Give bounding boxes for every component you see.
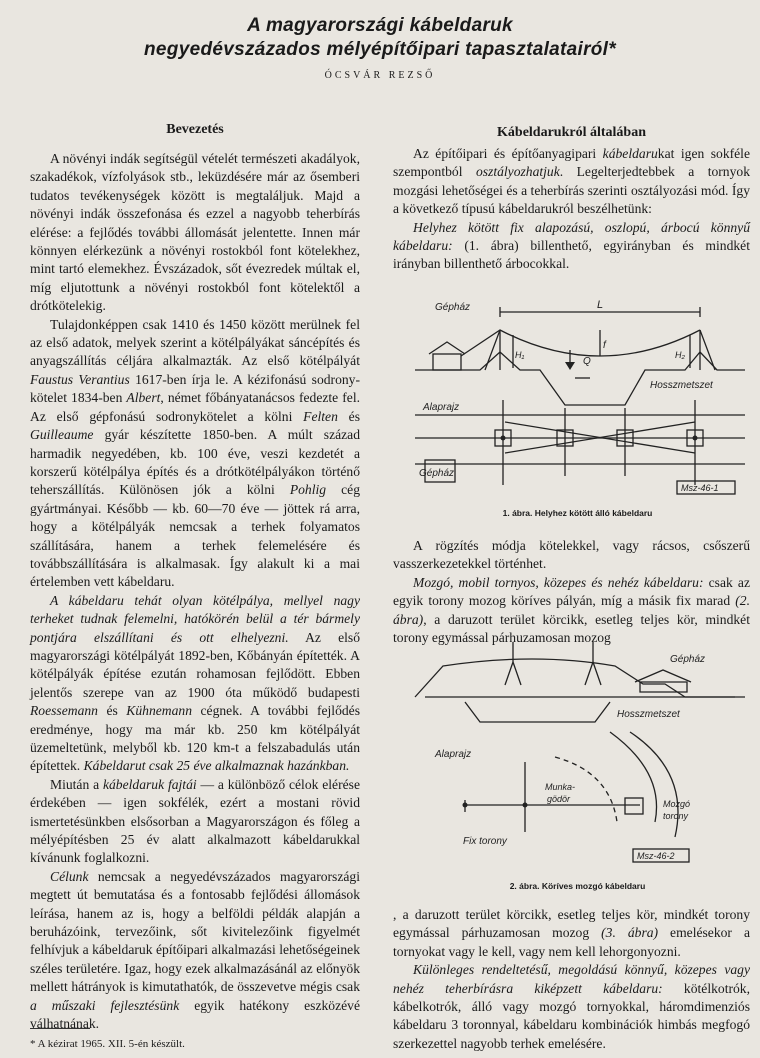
- right-column-top: [393, 145, 750, 274]
- label-H2: H₂: [675, 350, 685, 360]
- label-f: f: [603, 340, 606, 351]
- heading-introduction: Bevezetés: [166, 122, 224, 137]
- paragraph: Miután a kábeldaruk fajtái — a különböző célok elérése érdekében — igen sokfélék, ezért a mostani rövid ismertetésünkben elsősorban a Magyarországon és főleg a mélyépítésben 25 év alatt alkalmazott kábeldarukkal kívánunk foglalkozni.: [30, 776, 360, 866]
- label-torony: torony: [663, 811, 689, 821]
- paragraph: Mozgó, mobil tornyos, közepes és nehéz kábeldaru: csak az egyik torony mozog köríves pályán, míg a másik fix marad (2. ábra), a daruzott terület körcikk, esetleg teljes kör, mindkét torony egymással párhuzamosan mozog: [393, 574, 750, 646]
- label-alaprajz: Alaprajz: [423, 402, 460, 413]
- paragraph: Különleges rendeltetésű, megoldású könnyű, közepes vagy nehéz teherbírásra kiképzett kábeldaru: kötélkotrók, kábelkotrók, álló vagy mozgó tornyokkal, háromdimenziós kábeldaru 3 toronnyal, kábeldaru kombinációk himbás megfogó szerkezettel nagyobb terhek emelésére.: [393, 962, 750, 1051]
- figure-1-caption: 1. ábra. Helyhez kötött álló kábeldaru: [502, 508, 653, 518]
- label-munka: Munka-: [545, 782, 576, 792]
- figure-code: Msz-46-1: [681, 483, 719, 493]
- label-hosszmetszet: Hosszmetszet: [650, 380, 713, 391]
- figure-2-diagram: [405, 622, 750, 872]
- paragraph: A rögzítés módja kötelekkel, vagy rácsos, csőszerű vasszerkezetekkel történhet.: [393, 538, 750, 572]
- label-godor: gödör: [547, 794, 571, 804]
- figure-code: Msz-46-2: [637, 851, 675, 861]
- label-mozgo: Mozgó: [663, 799, 691, 809]
- label-gephaz: Gépház: [670, 654, 706, 665]
- paragraph: , a daruzott terület körcikk, esetleg teljes kör, mindkét torony egymással párhuzamosan mozog (3. ábra) emelésekor a tornyokat vagy le kell, vagy nem kell lehorgonyozni.: [393, 907, 750, 959]
- paragraph: Tulajdonképpen csak 1410 és 1450 között merülnek fel az első adatok, melyek szerint a kötélpályákat sáncépítés és anyagszállítás céljára alkalmazták. Az első kötélpályát Faustus Verantius 1617-ben írja le. A kézifonású sodrony-kötelet 1834-ben Albert, német főbányatanácsos fedezte fel. Az első gépfonású sodronykötelet a kölni Felten és Guilleaume gyár készítette 1850-ben. A múlt század harmadik negyedében, kb. 100 éve, veszi kezdetét a korszerű kötélpálya építés és a drótkötélpályákon történő teherszállítás. Különösen jók a kölni Pohlig cég gyártmányai. Később — kb. 60—70 éve — jöttek rá arra, hogy a kötélpályák nemcsak a terhek folyamatos szállítására, hanem a terhek felemelésére és továbbszállítására is alkalmasak. Így alakult ki a mai értelemben vett kábeldaru.: [30, 316, 360, 590]
- label-alaprajz: Alaprajz: [435, 749, 472, 760]
- author: ÓCSVÁR REZSŐ: [324, 70, 436, 81]
- label-fix-torony: Fix torony: [463, 836, 507, 847]
- paragraph: Az építőipari és építőanyagipari kábeldarukat igen sokféle szempontból osztályozhatjuk. Legelterjedtebbek a tornyok mozgási lehetőségei és a teherbírás szerinti osztályozási mód. Így a következő típusú kábeldarukról beszélhetünk:: [393, 146, 750, 217]
- paragraph: Helyhez kötött fix alapozású, oszlopú, árbocú könnyű kábeldaru: (1. ábra) billenthető, egyirányban és mindkét irányban billenthető árbocokkal.: [393, 219, 750, 272]
- label-hosszmetszet: Hosszmetszet: [617, 709, 680, 720]
- label-L: L: [597, 299, 604, 311]
- article-title-line2: negyedévszázados mélyépítőipari tapasztalatairól*: [144, 39, 616, 60]
- label-gephaz-top: Gépház: [435, 302, 471, 313]
- paragraph: A kábeldaru tehát olyan kötélpálya, mellyel nagy terheket tudnak felemelni, hatókörén belül a tér bármely pontjára elszállítani és ott elhelyezni. Az első magyarországi kötélpályát 1892-ben, Kőbányán építették. A kötélpályák építése ezután rohamosan fejlődött. Ebben jelentős szerepe van az 1900 óta működő budapesti Roessemann és Kühnemann cégnek. A további fejlődés eredménye, hogy ma már kb. 250 km kötélpályát üzemeltetünk, melyből kb. 120 km-t a felszabadulás után építettek. Kábeldarut csak 25 éve alkalmaznak hazánkban.: [30, 592, 361, 774]
- footnote-rule: [30, 1028, 90, 1029]
- heading-general: Kábeldarukról általában: [497, 125, 646, 140]
- label-gephaz-bottom: Gépház: [419, 468, 455, 479]
- right-column-bottom: [393, 906, 750, 1053]
- figure-2-caption: 2. ábra. Köríves mozgó kábeldaru: [509, 881, 646, 891]
- footnote: * A kézirat 1965. XII. 5-én készült.: [30, 1038, 185, 1050]
- article-title-line1: A magyarországi kábeldaruk: [247, 15, 513, 36]
- left-column: [30, 150, 360, 1034]
- paragraph: A növényi indák segítségül vételét természeti akadályok, szakadékok, vízfolyások stb., leküzdésére már az ősemberi tudatos tevékenységek között is megtaláljuk. Majd a növényi indák összefonása és ezzel a nagyobb teherbírás elérése: a fejlődés további állomását jelentette. Innen már könnyen elérkezünk a növényi rostokból font kötelekhez, mint tartó elemekhez. Évszázadok, sőt évezredek múltak el, míg eljutottunk a növényi rostokból font kötelektől a drótkötelekig.: [30, 151, 360, 314]
- figure-1-diagram: [405, 290, 750, 495]
- paragraph: Célunk nemcsak a negyedévszázados magyarországi megtett út bemutatása és a fontosabb fejlődési állomások leírása, hanem az is, hogy a belföldi példák alapján a beruházóink, tervezőink, sőt kivitelezőink figyelmét felhívjuk a kábeldaruk építőipari alkalmazási lehetőségeinek széles területére. Igaz, hogy ezek alkalmazásánál az előnyök mellett hátrányok is kimutathatók, de összevetve mégis csak a műszaki fejlesztésünk egyik hatékony eszközévé válhatnának.: [30, 868, 360, 1032]
- label-Q: Q: [583, 356, 591, 367]
- label-H1: H₁: [515, 350, 525, 360]
